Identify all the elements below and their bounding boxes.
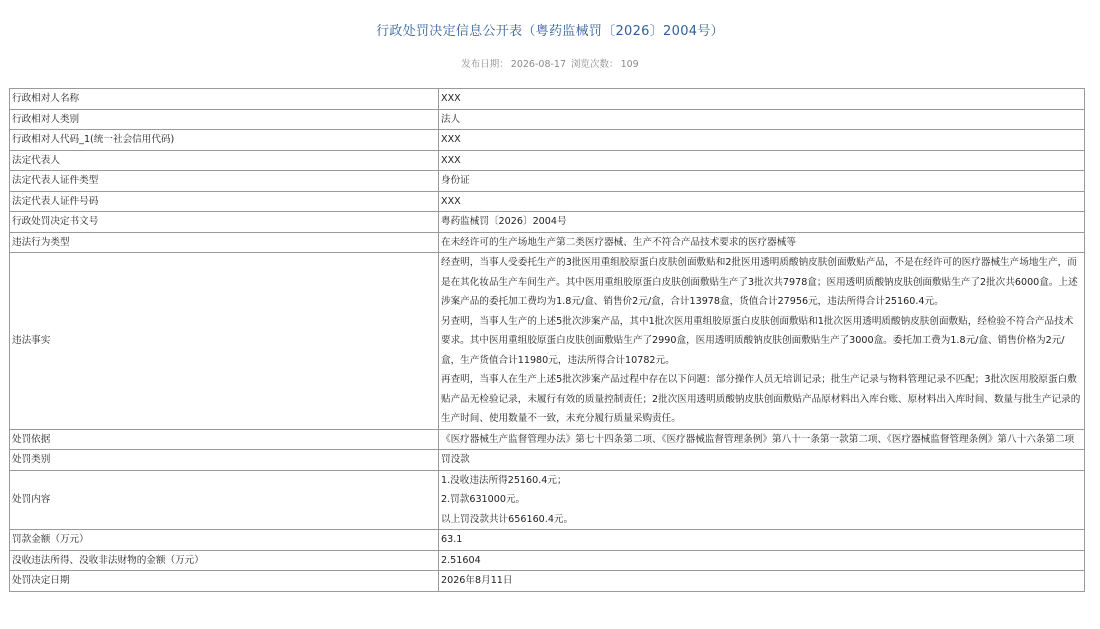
penalty-content-line-3: 以上罚没款共计656160.4元。 — [441, 513, 574, 525]
row-label-penalty-basis: 处罚依据 — [10, 429, 439, 450]
violation-facts-paragraph-3: 再查明，当事人在生产上述5批次涉案产品过程中存在以下问题：部分操作人员无培训记录；批生产记录与物料管理记录不匹配；3批次医用胶原蛋白敷贴产品无检验记录，未履行有效的质量控制责任；2批次医用透明质酸钠皮肤创面敷贴产品原材料出入库台账、原材料出入库时间、数量与批生产记录的生产时间、使用数量不一致，未充分履行质量采购责任。 — [441, 374, 1081, 424]
row-label-decision-no: 行政处罚决定书文号 — [10, 212, 439, 233]
row-label-confiscation-amount: 没收违法所得、没收非法财物的金额（万元） — [10, 550, 439, 571]
row-value-violation-facts — [439, 253, 1085, 430]
row-label-penalty-content: 处罚内容 — [10, 470, 439, 530]
publish-date-label: 发布日期： — [461, 59, 509, 70]
row-value-legal-rep-id-type: 身份证 — [439, 171, 1085, 192]
row-label-legal-rep: 法定代表人 — [10, 150, 439, 171]
table-row — [10, 571, 1085, 592]
table-row — [10, 530, 1085, 551]
row-value-party-type: 法人 — [439, 109, 1085, 130]
table-row — [10, 232, 1085, 253]
table-row — [10, 429, 1085, 450]
penalty-content-line-1: 1.没收违法所得25160.4元； — [441, 474, 567, 486]
table-row — [10, 130, 1085, 151]
row-value-legal-rep: XXX — [439, 150, 1085, 171]
page-title: 行政处罚决定信息公开表（粤药监械罚〔2026〕2004号） — [376, 24, 724, 39]
row-label-party-code: 行政相对人代码_1(统一社会信用代码) — [10, 130, 439, 151]
row-label-violation-facts: 违法事实 — [10, 253, 439, 430]
table-row — [10, 150, 1085, 171]
row-label-penalty-category: 处罚类别 — [10, 450, 439, 471]
table-row — [10, 89, 1085, 110]
row-label-legal-rep-id-no: 法定代表人证件号码 — [10, 191, 439, 212]
row-label-decision-date: 处罚决定日期 — [10, 571, 439, 592]
row-value-legal-rep-id-no: XXX — [439, 191, 1085, 212]
table-row — [10, 171, 1085, 192]
table-row — [10, 550, 1085, 571]
row-label-legal-rep-id-type: 法定代表人证件类型 — [10, 171, 439, 192]
table-row — [10, 450, 1085, 471]
violation-facts-paragraph-1: 经查明，当事人受委托生产的3批医用重组胶原蛋白皮肤创面敷贴和2批医用透明质酸钠皮肤创面敷贴产品，不是在经许可的医疗器械生产场地生产，而是在其化妆品生产车间生产。其中医用重组胶原蛋白皮肤创面敷贴生产了3批次共7978盒；医用透明质酸钠皮肤创面敷贴生产了2批次共6000盒。上述涉案产品的委托加工费均为1.8元/盒、销售价2元/盒，合计13978盒，货值合计27956元，违法所得合计25160.4元。 — [441, 257, 1078, 307]
view-count-label: 浏览次数： — [571, 59, 619, 70]
penalty-info-table — [9, 88, 1085, 592]
row-value-decision-no: 粤药监械罚〔2026〕2004号 — [439, 212, 1085, 233]
row-value-penalty-category: 罚没款 — [439, 450, 1085, 471]
table-row — [10, 191, 1085, 212]
row-value-penalty-basis: 《医疗器械生产监督管理办法》第七十四条第二项、《医疗器械监督管理条例》第八十一条第一款第二项、《医疗器械监督管理条例》第八十六条第二项 — [439, 429, 1085, 450]
row-label-fine-amount: 罚款金额（万元） — [10, 530, 439, 551]
penalty-content-line-2: 2.罚款631000元。 — [441, 494, 526, 505]
publish-date: 2026-08-17 — [510, 59, 567, 70]
row-label-party-name: 行政相对人名称 — [10, 89, 439, 110]
table-row — [10, 109, 1085, 130]
publish-meta — [0, 58, 1100, 72]
view-count: 109 — [620, 59, 639, 70]
row-value-penalty-content — [439, 470, 1085, 530]
row-value-violation-type: 在未经许可的生产场地生产第二类医疗器械、生产不符合产品技术要求的医疗器械等 — [439, 232, 1085, 253]
row-value-decision-date: 2026年8月11日 — [439, 571, 1085, 592]
table-row — [10, 470, 1085, 530]
row-value-party-name: XXX — [439, 89, 1085, 110]
row-value-party-code: XXX — [439, 130, 1085, 151]
violation-facts-paragraph-2: 另查明，当事人生产的上述5批次涉案产品，其中1批次医用重组胶原蛋白皮肤创面敷贴和1批次医用透明质酸钠皮肤创面敷贴，经检验不符合产品技术要求。其中医用重组胶原蛋白皮肤创面敷贴生产了2990盒，医用透明质酸钠皮肤创面敷贴生产了3000盒。委托加工费为1.8元/盒、销售价格为2元/盒，生产货值合计11980元，违法所得合计10782元。 — [441, 315, 1074, 366]
row-label-violation-type: 违法行为类型 — [10, 232, 439, 253]
row-value-confiscation-amount: 2.51604 — [439, 550, 1085, 571]
row-value-fine-amount: 63.1 — [439, 530, 1085, 551]
table-row — [10, 253, 1085, 430]
table-row — [10, 212, 1085, 233]
row-label-party-type: 行政相对人类别 — [10, 109, 439, 130]
